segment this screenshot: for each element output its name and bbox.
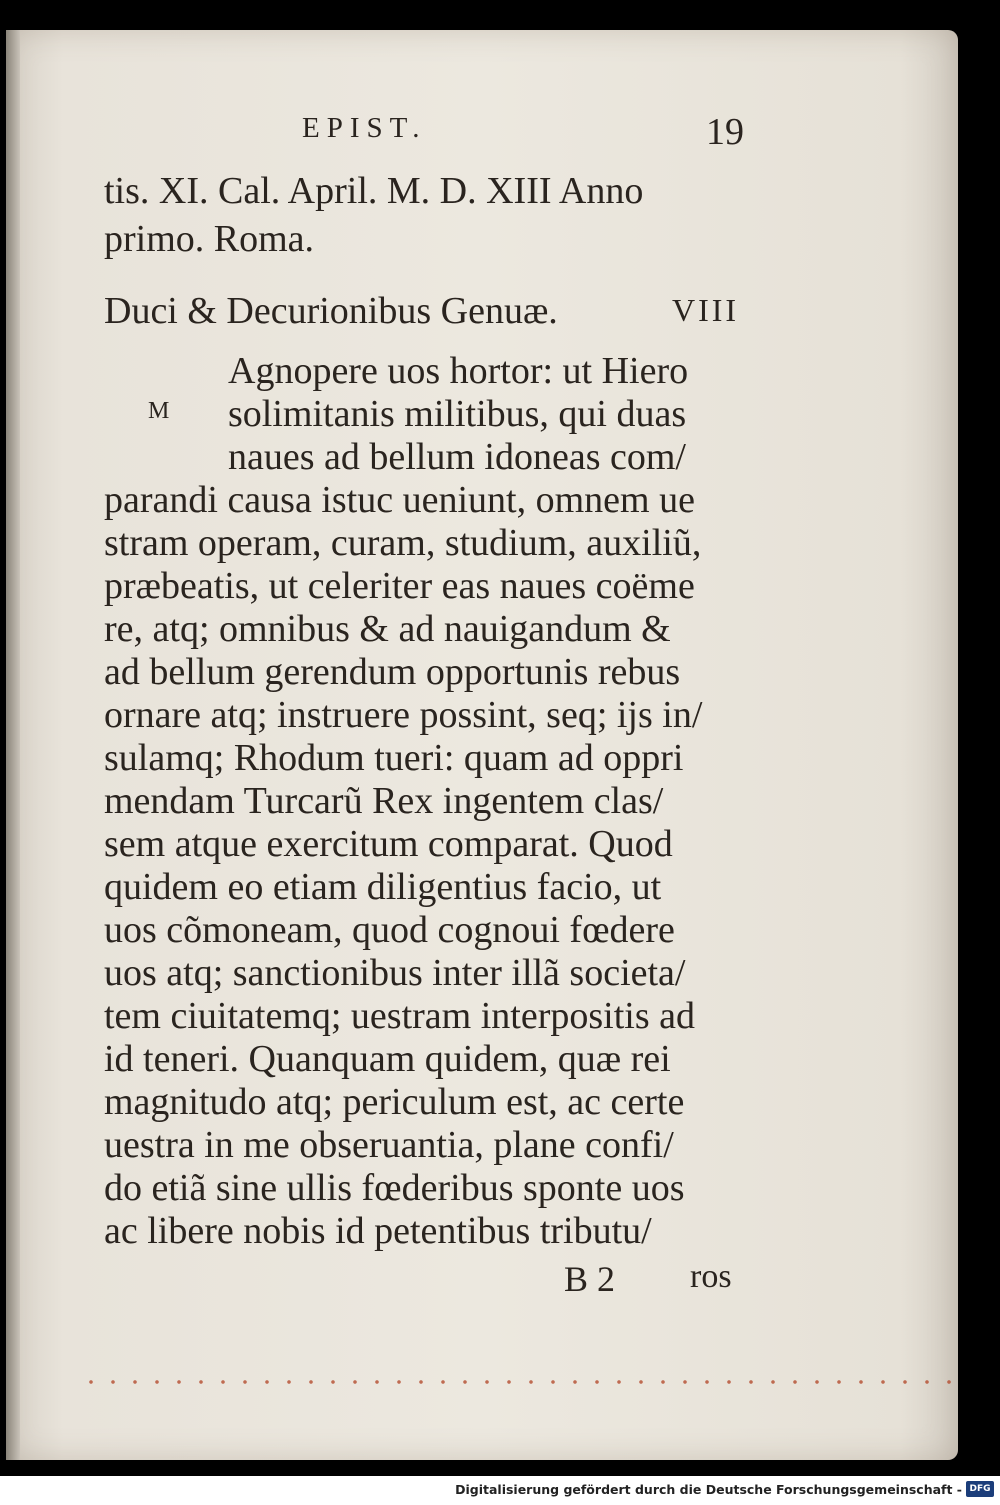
text-line-17: uos cõmoneam, quod cognoui fœdere — [104, 909, 675, 951]
funding-notice: Digitalisierung gefördert durch die Deutsche Forschungsgemeinschaft - — [455, 1482, 962, 1497]
text-line-14: mendam Turcarũ Rex ingentem clas/ — [104, 780, 664, 822]
text-line-21: magnitudo atq; periculum est, ac certe — [104, 1081, 685, 1123]
text-line-15: sem atque exercitum comparat. Quod — [104, 823, 673, 865]
text-line-16: quidem eo etiam diligentius facio, ut — [104, 866, 662, 908]
text-line-23: do etiã sine ullis fœderibus sponte uos — [104, 1167, 685, 1209]
running-head: EPIST. — [302, 112, 427, 144]
text-line-2: primo. Roma. — [104, 218, 315, 260]
initial-letter: M — [148, 398, 170, 424]
text-line-11: ad bellum gerendum opportunis rebus — [104, 651, 681, 693]
text-line-19: tem ciuitatemq; uestram interpositis ad — [104, 995, 695, 1037]
letter-heading: Duci & Decurionibus Genuæ. — [104, 290, 558, 332]
dfg-logo: DFG — [966, 1481, 994, 1497]
page-edge-marks — [80, 1378, 960, 1386]
text-line-13: sulamq; Rhodum tueri: quam ad oppri — [104, 737, 684, 779]
text-line-9: præbeatis, ut celeriter eas naues coëme — [104, 565, 695, 607]
text-line-18: uos atq; sanctionibus inter illã societa/ — [104, 952, 686, 994]
text-line-7: parandi causa istuc ueniunt, omnem ue — [104, 479, 695, 521]
text-line-4: Agnopere uos hortor: ut Hiero — [228, 350, 689, 392]
text-line-8: stram operam, curam, studium, auxiliũ, — [104, 522, 702, 564]
page-spine — [6, 30, 20, 1460]
text-line-10: re, atq; omnibus & ad nauigandum & — [104, 608, 671, 650]
footer-bar — [0, 1476, 1000, 1505]
text-line-20: id teneri. Quanquam quidem, quæ rei — [104, 1038, 671, 1080]
text-line-24: ac libere nobis id petentibus tributu/ — [104, 1210, 652, 1252]
letter-number: VIII — [672, 292, 740, 328]
text-line-12: ornare atq; instruere possint, seq; ijs in/ — [104, 694, 703, 736]
catchword: ros — [690, 1258, 732, 1295]
text-line-5: solimitanis militibus, qui duas — [228, 393, 687, 435]
page-number: 19 — [706, 111, 744, 153]
text-line-1: tis. XI. Cal. April. M. D. XIII Anno — [104, 170, 644, 212]
text-line-6: naues ad bellum idoneas com/ — [228, 436, 686, 478]
text-line-22: uestra in me obseruantia, plane confi/ — [104, 1124, 674, 1166]
signature-mark: B 2 — [564, 1259, 616, 1299]
